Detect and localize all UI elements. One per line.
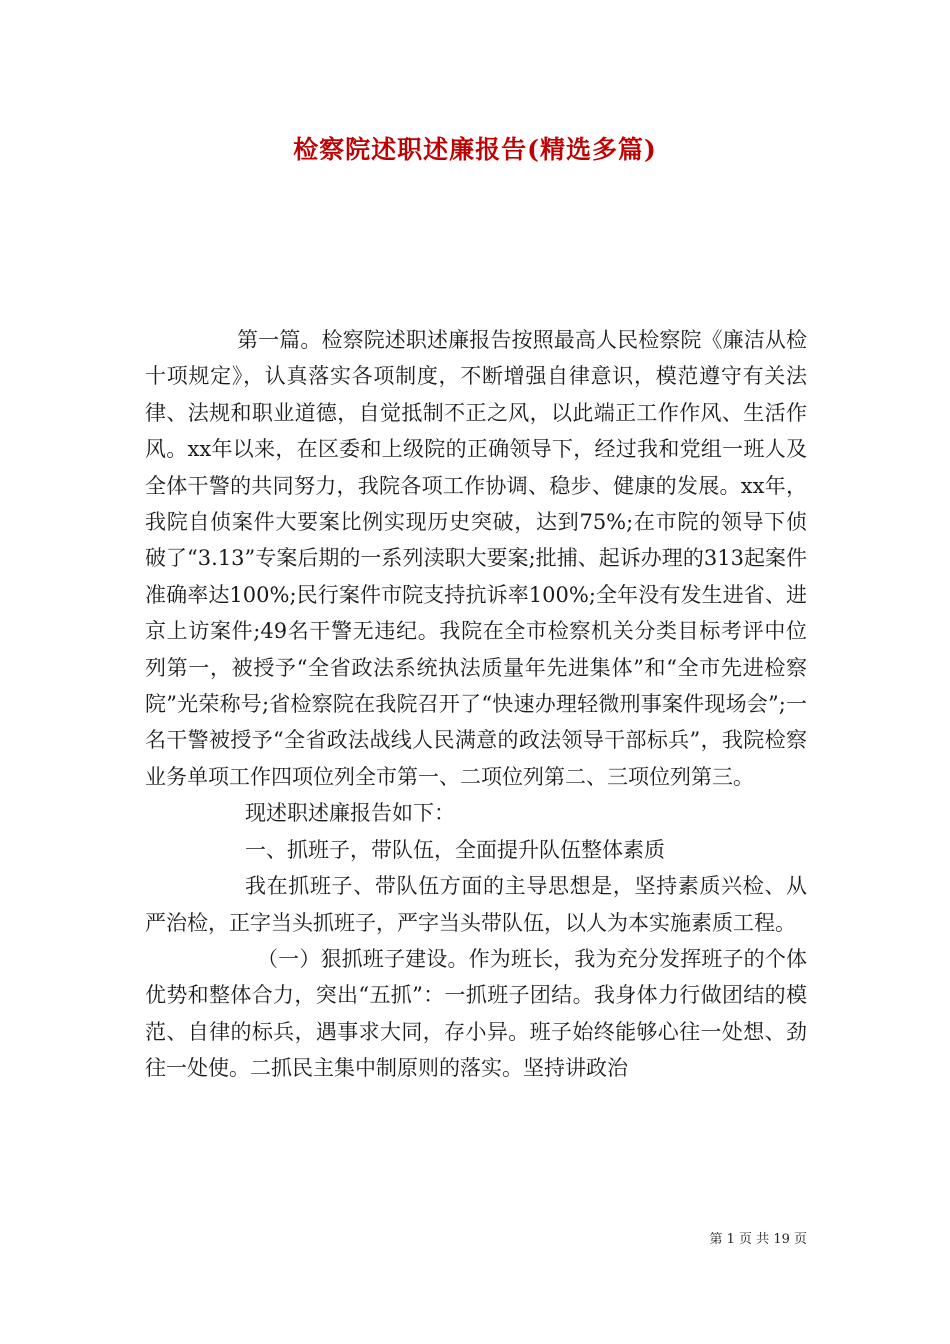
- document-body: [145, 322, 807, 1087]
- paragraph-subsection-1: （一）狠抓班子建设。作为班长，我为充分发挥班子的个体优势和整体合力，突出“五抓”：一抓班子团结。我身体力行做团结的模范、自律的标兵，遇事求大同，存小异。班子始终能够心往一处想、劲往一处使。二抓民主集中制原则的落实。坚持讲政治: [145, 946, 807, 1081]
- paragraph-report-lead: 现述职述廉报告如下：: [245, 801, 455, 826]
- page-number: 第 1 页 共 19 页: [709, 1232, 807, 1247]
- paragraph-intro: 第一篇。检察院述职述廉报告按照最高人民检察院《廉洁从检十项规定》，认真落实各项制度，不断增强自律意识，模范遵守有关法律、法规和职业道德，自觉抵制不正之风，以此端正工作作风、生活作风。xx年以来，在区委和上级院的正确领导下，经过我和党组一班人及全体干警的共同努力，我院各项工作协调、稳步、健康的发展。xx年，我院自侦案件大要案比例实现历史突破，达到75%;在市院的领导下侦破了“3.13”专案后期的一系列渎职大要案;批捕、起诉办理的313起案件准确率达100%;民行案件市院支持抗诉率100%;全年没有发生进省、进京上访案件;49名干警无违纪。我院在全市检察机关分类目标考评中位列第一，被授予“全省政法系统执法质量年先进集体”和“全市先进检察院”光荣称号;省检察院在我院召开了“快速办理轻微刑事案件现场会”;一名干警被授予“全省政法战线人民满意的政法领导干部标兵”，我院检察业务单项工作四项位列全市第一、二项位列第二、三项位列第三。: [145, 328, 807, 789]
- paragraph-section-1: 我在抓班子、带队伍方面的主导思想是，坚持素质兴检、从严治检，正字当头抓班子，严字当头带队伍，以人为本实施素质工程。: [145, 874, 807, 935]
- document-title: 检察院述职述廉报告(精选多篇): [293, 135, 657, 164]
- section-heading-1: 一、抓班子，带队伍，全面提升队伍整体素质: [245, 837, 665, 862]
